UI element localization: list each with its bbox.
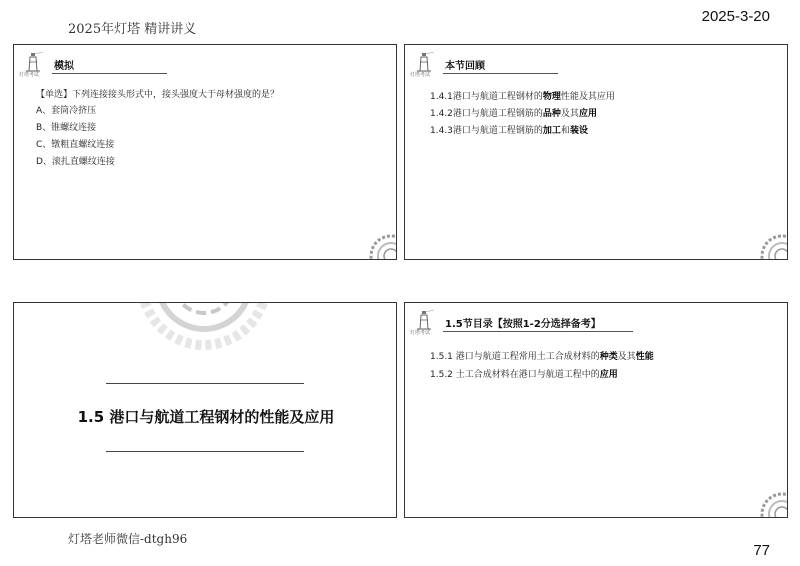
slide-title: 模拟 bbox=[54, 61, 74, 72]
section-title: 1.5 港口与航道工程钢材的性能及应用 bbox=[77, 408, 335, 426]
page-date: 2025-3-20 bbox=[701, 8, 770, 25]
toc-item: 1.5.1 港口与航道工程常用土工合成材料的种类及其性能 bbox=[430, 352, 654, 362]
page-footer: 灯塔老师微信-dtgh96 bbox=[68, 532, 188, 546]
slide-toc bbox=[404, 302, 788, 518]
review-item: 1.4.2港口与航道工程钢筋的品种及其应用 bbox=[430, 109, 597, 119]
gear-decoration-icon bbox=[368, 233, 397, 260]
option-c: C、镦粗直螺纹连接 bbox=[36, 140, 115, 150]
slide-title: 1.5节目录【按照1-2分选择备考】 bbox=[445, 319, 601, 330]
slide-section-title bbox=[13, 302, 397, 518]
slide-title: 本节回顾 bbox=[445, 61, 485, 72]
gear-decoration-icon bbox=[759, 233, 788, 260]
title-underline bbox=[443, 331, 633, 332]
logo-text: 灯塔考试 bbox=[410, 330, 431, 336]
logo-text: 灯塔考试 bbox=[410, 72, 431, 78]
toc-item: 1.5.2 土工合成材料在港口与航道工程中的应用 bbox=[430, 370, 618, 380]
title-underline bbox=[52, 73, 167, 74]
bottom-rule bbox=[106, 451, 304, 452]
top-rule bbox=[106, 383, 304, 384]
logo-text: 灯塔考试 bbox=[19, 72, 40, 78]
option-a: A、套筒冷挤压 bbox=[36, 106, 97, 116]
gear-decoration-icon bbox=[759, 491, 788, 518]
question-text: 【单选】下列连接接头形式中，接头强度大于母材强度的是？ bbox=[36, 90, 280, 100]
page-number: 77 bbox=[753, 542, 770, 559]
page-header: 2025年灯塔 精讲讲义 bbox=[68, 22, 197, 37]
gear-decoration-icon bbox=[119, 302, 289, 353]
review-item: 1.4.3港口与航道工程钢筋的加工和装设 bbox=[430, 126, 588, 136]
title-underline bbox=[443, 73, 558, 74]
option-b: B、锥螺纹连接 bbox=[36, 123, 97, 133]
slide-quiz bbox=[13, 44, 397, 260]
slide-review bbox=[404, 44, 788, 260]
option-d: D、滚扎直螺纹连接 bbox=[36, 157, 115, 167]
review-item: 1.4.1港口与航道工程钢材的物理性能及其应用 bbox=[430, 92, 615, 102]
